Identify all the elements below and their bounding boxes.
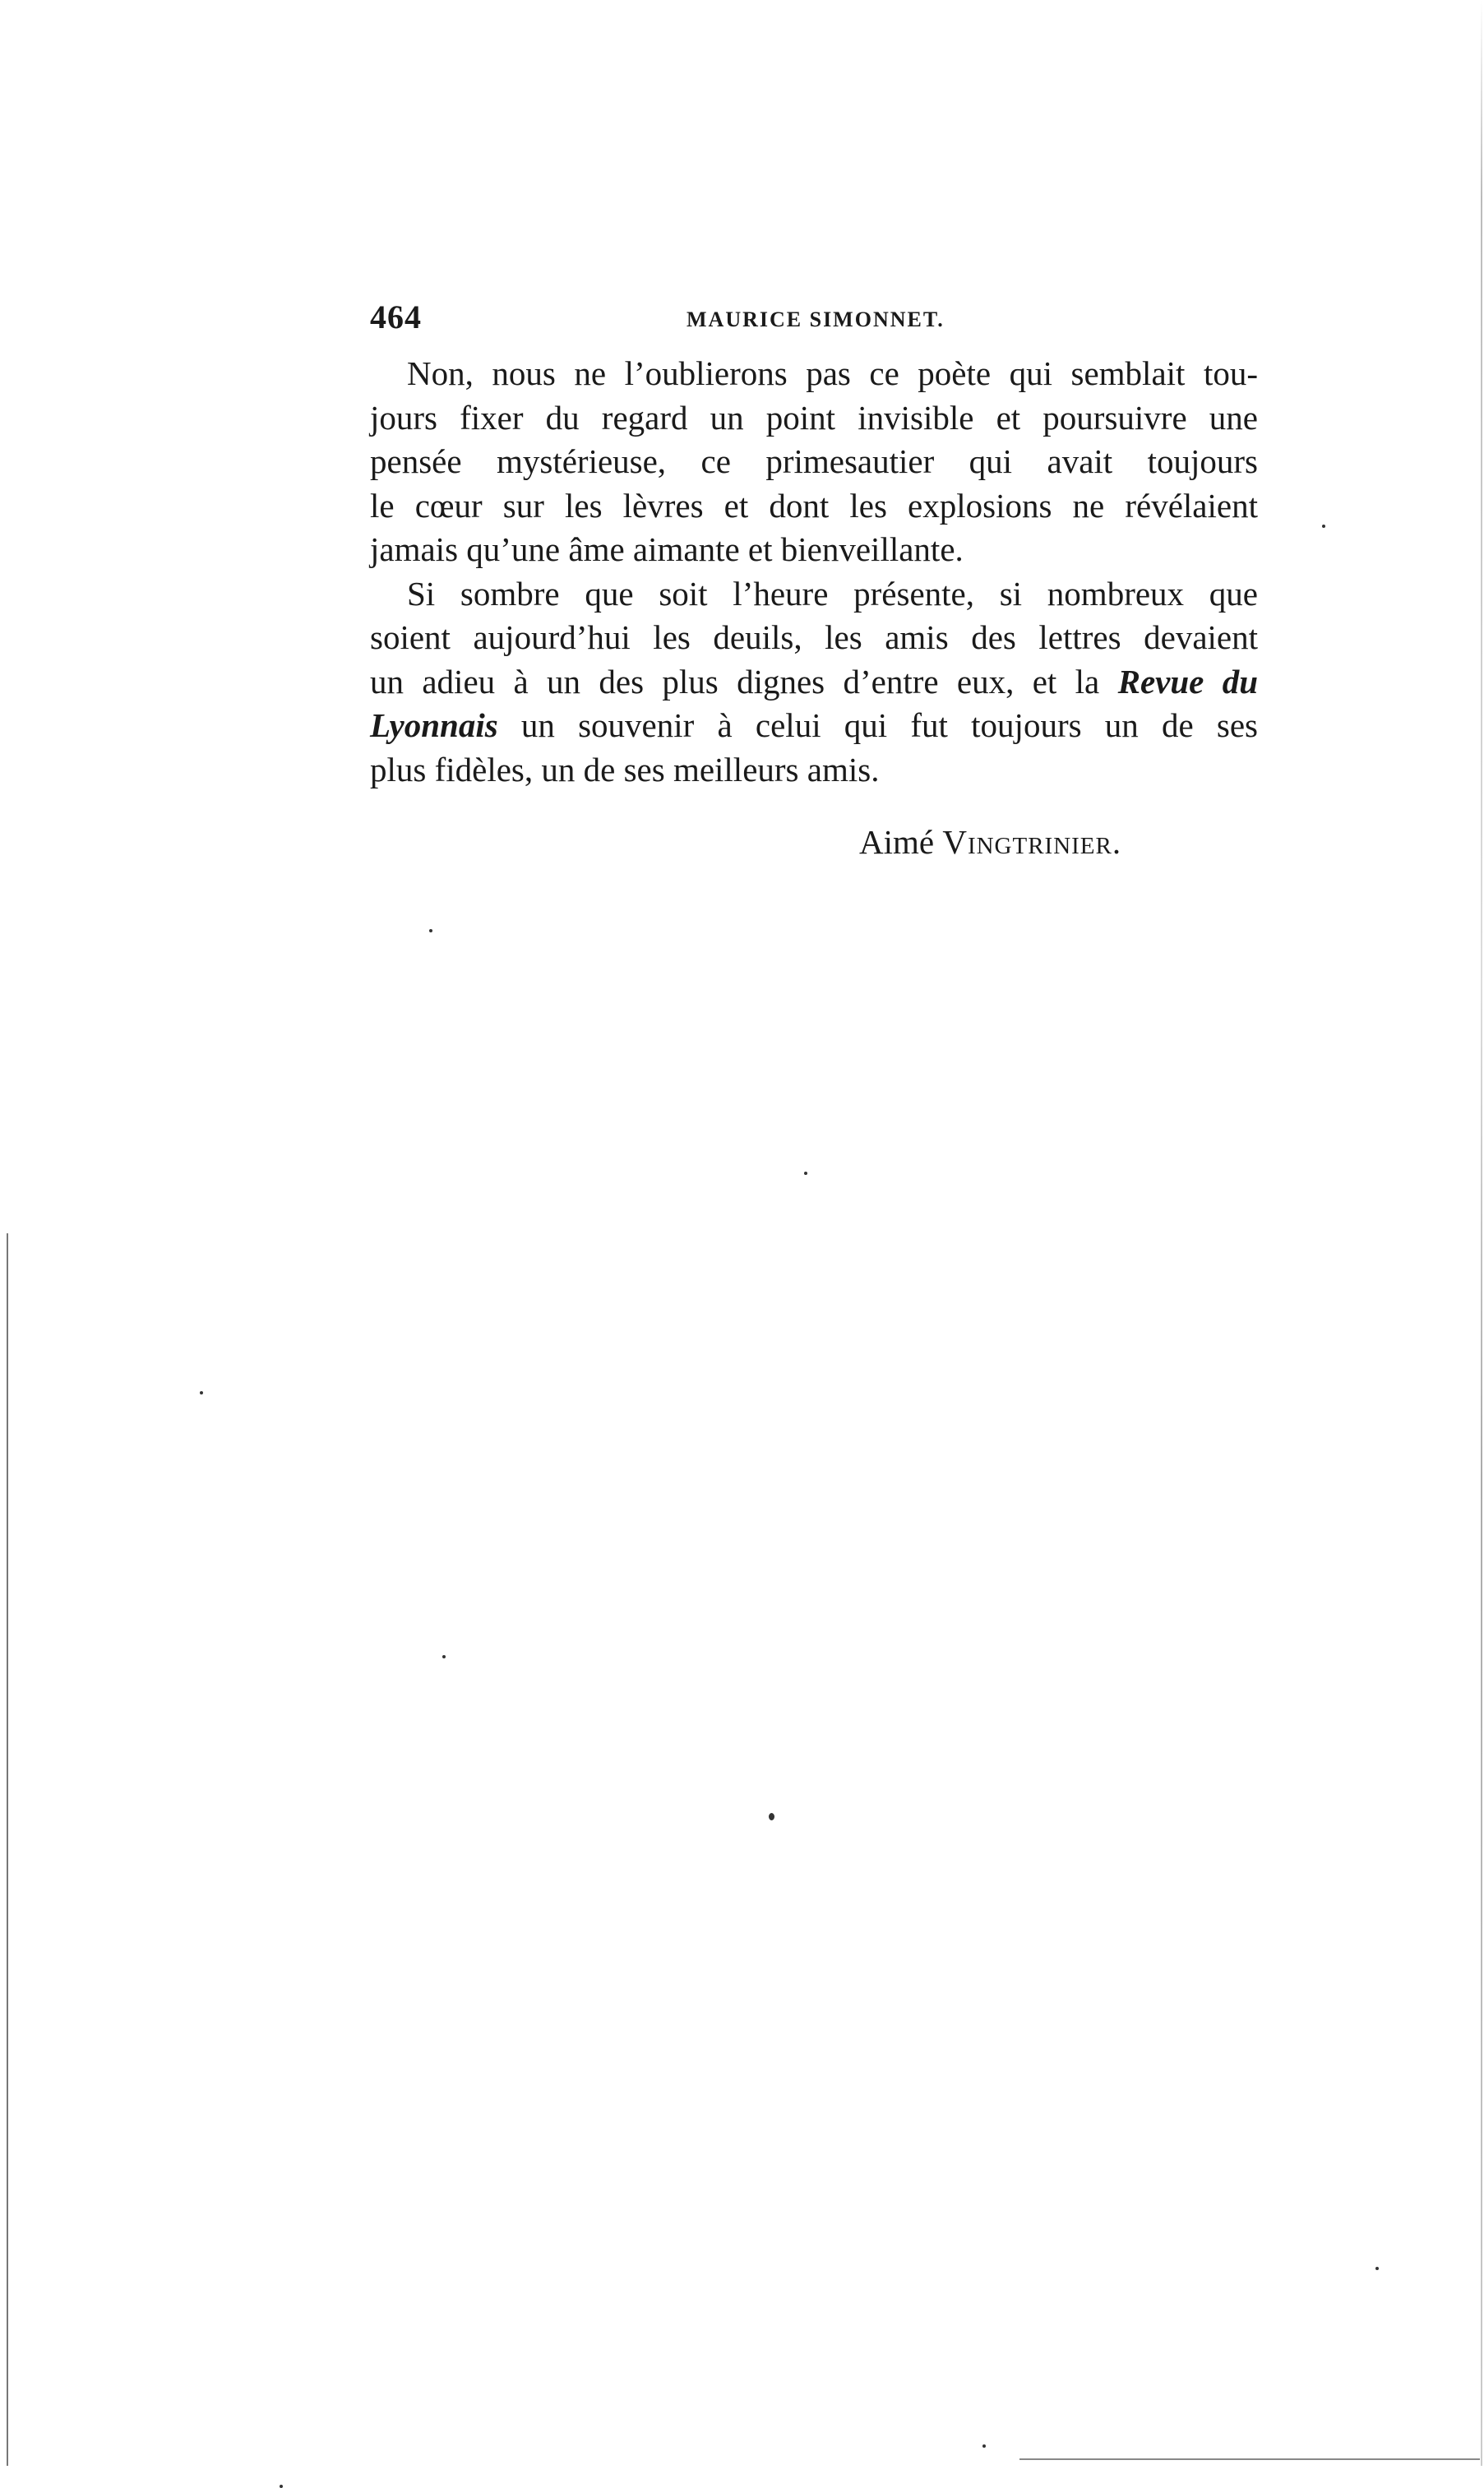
scan-speck — [982, 2444, 986, 2448]
paragraph-2-line-text: un souvenir à celui qui fut toujours un de ses — [497, 706, 1258, 744]
paragraph-1-line: jours fixer du regard un point invisible et poursuivre une — [370, 398, 1258, 437]
scan-speck — [804, 1172, 807, 1175]
body-text — [370, 352, 1258, 792]
scan-edge-right — [1481, 0, 1482, 2466]
scan-edge-bottom — [1019, 2458, 1480, 2460]
scan-speck — [1322, 525, 1325, 528]
scan-speck — [429, 929, 432, 932]
running-head-title: MAURICE SIMONNET. — [687, 308, 945, 331]
paragraph-2-line — [370, 704, 1258, 748]
scan-edge-left — [7, 1233, 8, 2466]
running-head — [370, 298, 1258, 339]
paragraph-2-line: plus fidèles, un de ses meilleurs amis. — [370, 750, 880, 788]
journal-title-part-2: Lyonnais — [370, 706, 498, 744]
scan-speck — [442, 1655, 446, 1658]
paragraph-2-line-text: un adieu à un des plus dignes d’entre eux, et la — [370, 662, 1118, 701]
signature — [859, 822, 1121, 862]
signature-last-name: Vingtrinier. — [942, 823, 1122, 861]
signature-first-name: Aimé — [859, 823, 935, 861]
scan-speck — [280, 2485, 283, 2488]
journal-title-part-1: Revue du — [1117, 662, 1259, 701]
scan-speck — [769, 1813, 774, 1820]
scan-speck — [1375, 2267, 1379, 2270]
page-number: 464 — [370, 298, 422, 335]
paragraph-2-line: Si sombre que soit l’heure présente, si nombreux que — [407, 574, 1258, 613]
paragraph-2-line — [370, 660, 1258, 705]
paragraph-1-line: jamais qu’une âme aimante et bienveillante. — [370, 530, 964, 568]
paragraph-1-line: Non, nous ne l’oublierons pas ce poète qui semblait tou- — [407, 354, 1258, 392]
paragraph-1-line: pensée mystérieuse, ce primesautier qui avait toujours — [370, 442, 1258, 480]
paragraph-2-line: soient aujourd’hui les deuils, les amis des lettres devaient — [370, 618, 1258, 656]
paragraph-1-line: le cœur sur les lèvres et dont les explosions ne révélaient — [370, 486, 1258, 525]
scan-speck — [200, 1391, 203, 1394]
